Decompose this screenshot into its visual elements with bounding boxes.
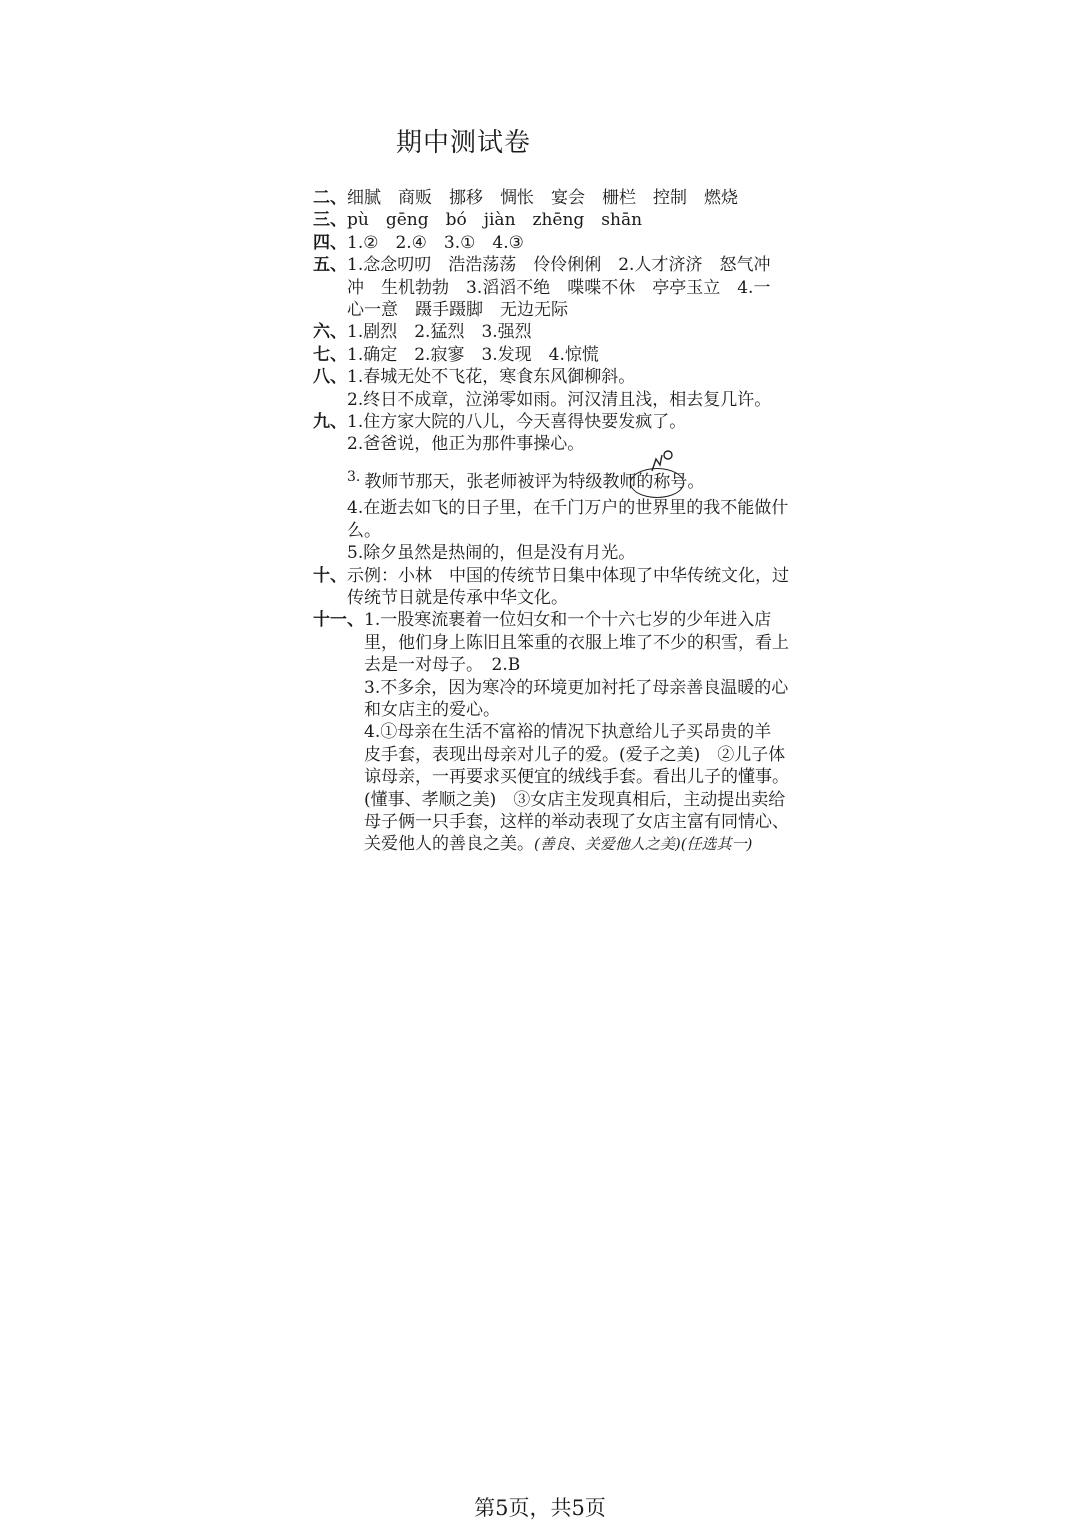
- item-text-after: 称号。: [653, 471, 705, 492]
- answer-list: [313, 187, 793, 856]
- answer-line: 心一意 蹑手蹑脚 无边无际: [347, 300, 568, 321]
- answer-line: 谅母亲，一再要求买便宜的绒线手套。看出儿子的懂事。: [364, 767, 789, 788]
- answer-line: 么。: [347, 520, 381, 541]
- answer-line: 3.不多余，因为寒冷的环境更加衬托了母亲善良温暖的心: [364, 677, 789, 698]
- answer-line: 传统节日就是传承中华文化。: [347, 587, 568, 608]
- answer-10: [313, 565, 793, 610]
- section-body: [347, 366, 793, 411]
- answer-line: (懂事、孝顺之美) ③女店主发现真相后，主动提出卖给: [364, 789, 786, 810]
- answer-line: 1.春城无处不飞花，寒食东风御柳斜。: [347, 367, 636, 388]
- item-number: 3.: [347, 468, 361, 485]
- section-number: 六、: [313, 322, 347, 343]
- answer-line: 2.爸爸说，他正为那件事操心。: [347, 434, 585, 455]
- section-number: 三、: [313, 210, 347, 231]
- answer-line: 1.确定 2.寂寥 3.发现 4.惊慌: [347, 344, 599, 365]
- section-body: [347, 411, 793, 456]
- section-body: [347, 321, 793, 343]
- answer-line: 1.剧烈 2.猛烈 3.强烈: [347, 322, 532, 343]
- answer-line: 4.在逝去如飞的日子里，在千门万户的世界里的我不能做什: [347, 498, 789, 519]
- section-number: 四、: [313, 232, 347, 253]
- section-body: [347, 187, 793, 209]
- answer-line: 1.住方家大院的八儿，今天喜得快要发疯了。: [347, 412, 687, 433]
- answer-line: 1.② 2.④ 3.① 4.③: [347, 232, 524, 253]
- section-body: [347, 232, 793, 254]
- item-text-before: 教师节那天，张老师被评为特级教师: [364, 471, 637, 492]
- handwritten-note: (善良、关爱他人之美)(任选其一): [534, 835, 753, 854]
- circled-correction: [636, 471, 653, 493]
- answer-line: pù gēng bó jiàn zhēng shān: [347, 210, 643, 231]
- answer-section: [313, 232, 793, 254]
- answer-11-lines: [364, 609, 793, 855]
- answer-9-rest-lines: [347, 497, 793, 564]
- section-number: 九、: [313, 412, 347, 433]
- answer-section: [313, 321, 793, 343]
- answer-line: 1.念念叨叨 浩浩荡荡 伶伶俐俐 2.人才济济 怒气冲: [347, 255, 771, 276]
- answer-10-lines: [347, 565, 793, 610]
- answer-section: [313, 209, 793, 231]
- answer-line: 冲 生机勃勃 3.滔滔不绝 喋喋不休 亭亭玉立 4.一: [347, 277, 771, 298]
- answer-line: 4.①母亲在生活不富裕的情况下执意给儿子买昂贵的羊: [364, 722, 772, 743]
- answer-line: 去是一对母子。 2.B: [364, 655, 521, 676]
- answer-section: [313, 344, 793, 366]
- answer-sections: [313, 187, 793, 456]
- answer-line: 母子俩一只手套，这样的举动表现了女店主富有同情心、: [364, 811, 789, 832]
- section-number: 八、: [313, 367, 347, 388]
- answer-9-item-3: [313, 456, 793, 497]
- page-title: 期中测试卷: [396, 128, 532, 158]
- section-number: 五、: [313, 255, 347, 276]
- answer-section: [313, 187, 793, 209]
- answer-line: 细腻 商贩 挪移 惆怅 宴会 栅栏 控制 燃烧: [347, 188, 738, 208]
- section-number: 十一、: [313, 610, 364, 631]
- section-number: 十、: [313, 565, 347, 586]
- answer-line: 5.除夕虽然是热闹的，但是没有月光。: [347, 543, 636, 564]
- answer-line: 和女店主的爱心。: [364, 699, 500, 720]
- answer-line: 皮手套，表现出母亲对儿子的爱。(爱子之美) ②儿子体: [364, 744, 786, 765]
- answer-9-rest: [313, 497, 793, 564]
- answer-text: 关爱他人的善良之美。: [364, 834, 534, 855]
- answer-line-last: [364, 833, 793, 855]
- answer-9-item-3-text: [347, 466, 793, 493]
- section-number: 二、: [313, 188, 347, 208]
- section-body: [347, 254, 793, 321]
- page-footer: 第5页，共5页: [474, 1496, 606, 1520]
- answer-section: [313, 254, 793, 321]
- answer-line: 1.一股寒流裹着一位妇女和一个十六七岁的少年进入店: [364, 610, 772, 631]
- answer-line: 里，他们身上陈旧且笨重的衣服上堆了不少的积雪，看上: [364, 632, 789, 653]
- section-number: 七、: [313, 344, 347, 365]
- section-body: [347, 344, 793, 366]
- answer-line: 示例：小林 中国的传统节日集中体现了中华传统文化，过: [347, 565, 789, 586]
- answer-line: 2.终日不成章，泣涕零如雨。河汉清且浅，相去复几许。: [347, 389, 772, 410]
- section-body: [347, 209, 793, 231]
- answer-11: [313, 609, 793, 855]
- answer-section: [313, 366, 793, 411]
- circled-char: 的: [636, 471, 654, 492]
- answer-section: [313, 411, 793, 456]
